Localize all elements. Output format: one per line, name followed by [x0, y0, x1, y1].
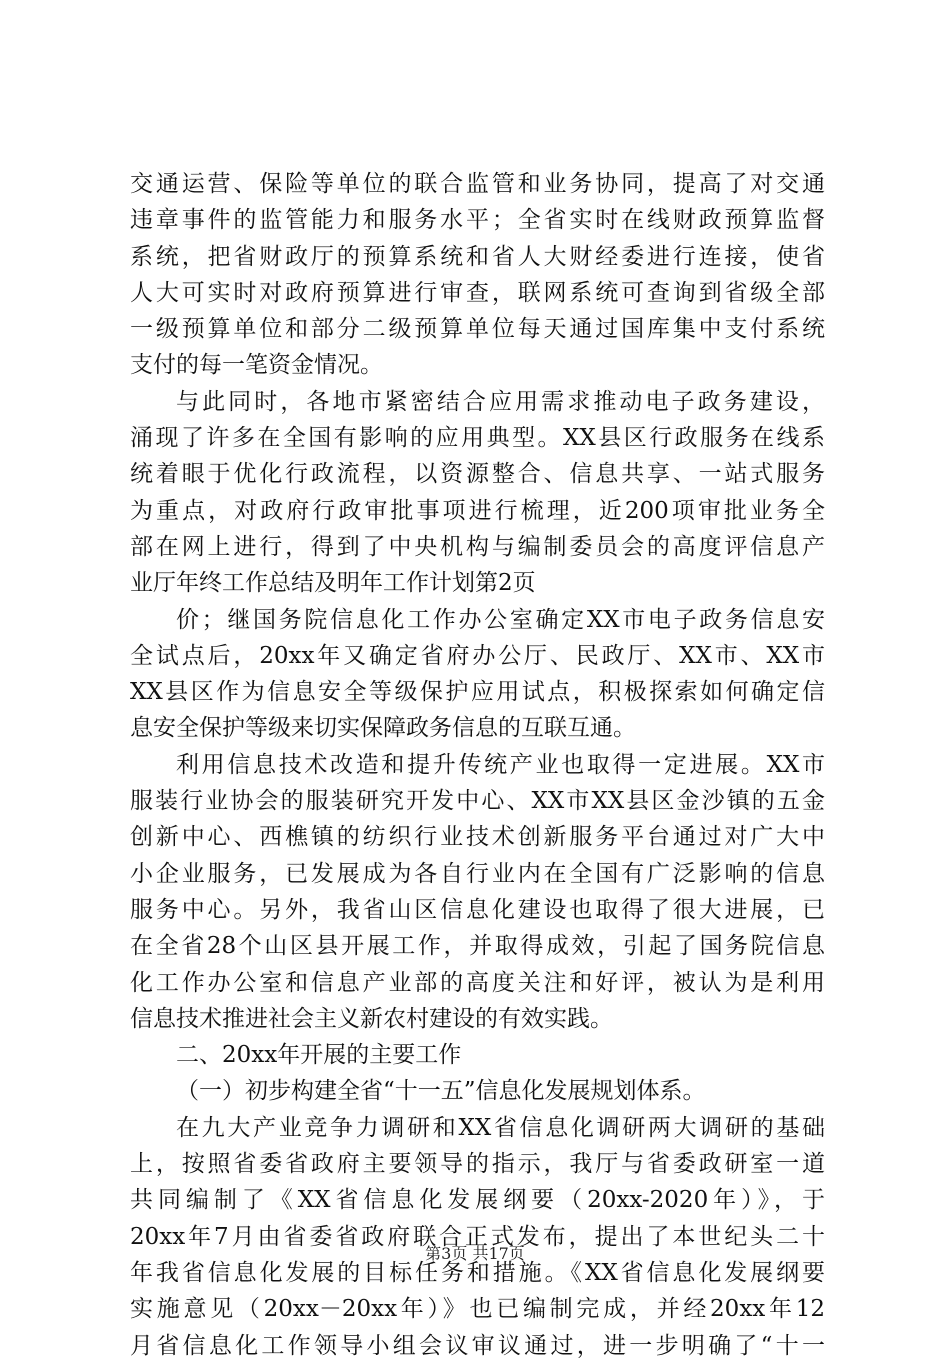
text-line: XX县区作为信息安全等级保护应用试点，积极探索如何确定信: [130, 679, 825, 706]
text-line: 涌现了许多在全国有影响的应用典型。XX县区行政服务在线系: [130, 425, 825, 452]
text-line: 实施意见（20xx－20xx年）》也已编制完成，并经20xx年12: [130, 1296, 825, 1323]
text-line: 年我省信息化发展的目标任务和措施。《XX省信息化发展纲要: [130, 1259, 825, 1286]
text-line: 共同编制了《XX省信息化发展纲要（20xx-2020年）》，于: [130, 1187, 825, 1214]
text-line: 信息技术推进社会主义新农村建设的有效实践。: [130, 1005, 613, 1032]
text-line: 利用信息技术改造和提升传统产业也取得一定进展。XX市: [176, 751, 825, 778]
document-body: [130, 166, 825, 1364]
text-line: 人大可实时对政府预算进行审查，联网系统可查询到省级全部: [130, 279, 825, 306]
text-line: 支付的每一笔资金情况。: [130, 352, 383, 379]
text-line: 化工作办公室和信息产业部的高度关注和好评，被认为是利用: [130, 969, 825, 996]
text-line: 部在网上进行，得到了中央机构与编制委员会的高度评信息产: [130, 533, 825, 560]
text-line: 全试点后，20xx年又确定省府办公厅、民政厅、XX市、XX市: [130, 642, 825, 669]
text-line: 息安全保护等级来切实保障政务信息的互联互通。: [130, 715, 636, 742]
text-line: 在九大产业竞争力调研和XX省信息化调研两大调研的基础: [176, 1114, 825, 1141]
text-line: 为重点，对政府行政审批事项进行梳理，近200项审批业务全: [130, 497, 825, 524]
page-footer: 第3页 共17页: [425, 1244, 525, 1263]
text-line: 价；继国务院信息化工作办公室确定XX市电子政务信息安: [176, 606, 825, 633]
text-line: 小企业服务，已发展成为各自行业内在全国有广泛影响的信息: [130, 860, 825, 887]
text-line: （一）初步构建全省“十一五”信息化发展规划体系。: [176, 1078, 706, 1105]
text-line: 交通运营、保险等单位的联合监管和业务协同，提高了对交通: [130, 171, 825, 197]
text-line: 业厅年终工作总结及明年工作计划第2页: [130, 570, 536, 597]
text-line: 上，按照省委省政府主要领导的指示，我厅与省委政研室一道: [130, 1151, 825, 1178]
text-line: 一级预算单位和部分二级预算单位每天通过国库集中支付系统: [130, 316, 825, 343]
text-line: 与此同时，各地市紧密结合应用需求推动电子政务建设，: [176, 388, 825, 415]
text-line: 在全省28个山区县开展工作，并取得成效，引起了国务院信息: [130, 933, 825, 960]
text-line: 系统，把省财政厅的预算系统和省人大财经委进行连接，使省: [130, 243, 825, 270]
text-line: 统着眼于优化行政流程，以资源整合、信息共享、一站式服务: [130, 461, 825, 488]
text-line: 违章事件的监管能力和服务水平；全省实时在线财政预算监督: [130, 207, 825, 234]
text-line: 月省信息化工作领导小组会议审议通过，进一步明确了“十一: [130, 1332, 825, 1359]
text-line: 服务中心。另外，我省山区信息化建设也取得了很大进展，已: [130, 896, 825, 923]
text-line: 20xx年7月由省委省政府联合正式发布，提出了本世纪头二十: [130, 1223, 825, 1250]
text-line: 二、20xx年开展的主要工作: [176, 1042, 462, 1069]
text-line: 服装行业协会的服装研究开发中心、XX市XX县区金沙镇的五金: [130, 788, 825, 815]
text-line: 创新中心、西樵镇的纺织行业技术创新服务平台通过对广大中: [130, 824, 825, 851]
